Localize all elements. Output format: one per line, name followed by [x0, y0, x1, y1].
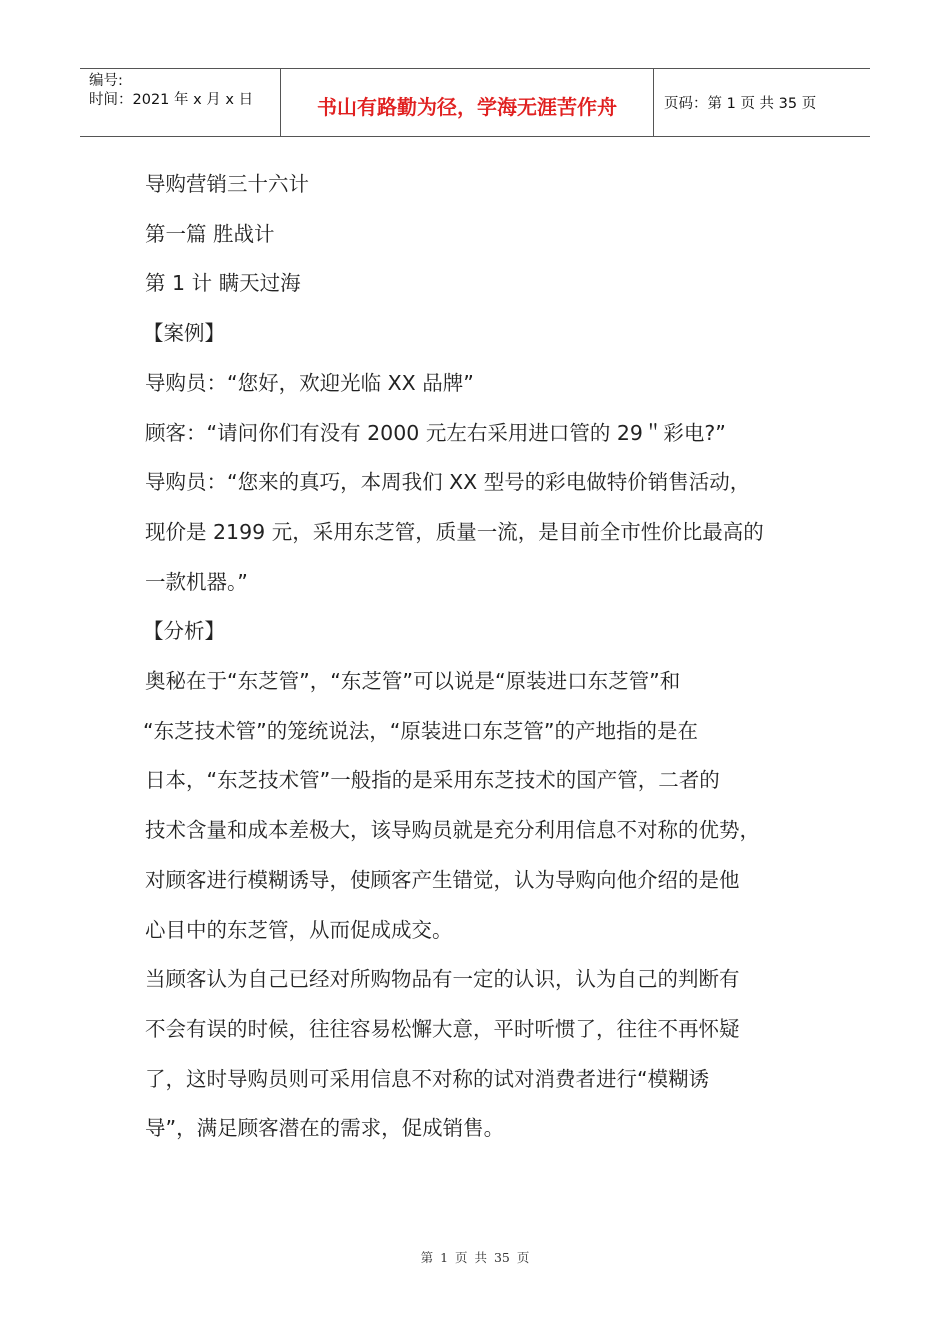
- header-page-info: 页码：第 1 页 共 35 页: [664, 96, 817, 112]
- body-text-line: 导购员：“您好，欢迎光临 XX 品牌”: [145, 370, 474, 395]
- document-date: 时间：2021 年 x 月 x 日: [89, 92, 254, 108]
- body-text-line: 导购员：“您来的真巧，本周我们 XX 型号的彩电做特价销售活动，: [145, 470, 751, 495]
- body-text-line: 对顾客进行模糊诱导，使顾客产生错觉，认为导购向他介绍的是他: [145, 867, 740, 892]
- body-text-line: 技术含量和成本差极大，该导购员就是充分利用信息不对称的优势，: [145, 818, 760, 843]
- body-text-line: 当顾客认为自己已经对所购物品有一定的认识，认为自己的判断有: [145, 967, 740, 992]
- body-text-line: 不会有误的时候，往往容易松懈大意，平时听惯了，往往不再怀疑: [145, 1016, 740, 1041]
- body-text-line: 心目中的东芝管，从而促成成交。: [145, 917, 453, 942]
- body-text-line: 了，这时导购员则可采用信息不对称的试对消费者进行“模糊诱: [145, 1066, 710, 1091]
- body-text-line: 日本，“东芝技术管”一般指的是采用东芝技术的国产管，二者的: [145, 768, 720, 793]
- page-footer: 第 1 页 共 35 页: [420, 1250, 530, 1265]
- body-text-line: 顾客：“请问你们有没有 2000 元左右采用进口管的 29＂彩电?”: [145, 420, 726, 445]
- body-text-line: 现价是 2199 元，采用东芝管，质量一流，是目前全市性价比最高的: [145, 519, 764, 544]
- body-text-line: “东芝技术管”的笼统说法，“原装进口东芝管”的产地指的是在: [143, 718, 698, 743]
- header-motto: 书山有路勤为径，学海无涯苦作舟: [281, 69, 654, 136]
- body-text-line: 奥秘在于“东芝管”，“东芝管”可以说是“原装进口东芝管”和: [145, 669, 681, 693]
- body-text-line: 第 1 计 瞒天过海: [145, 271, 301, 296]
- body-text-line: 第一篇 胜战计: [145, 221, 275, 246]
- body-text-line: 导购营销三十六计: [145, 172, 309, 196]
- body-text-line: 一款机器。”: [145, 569, 248, 594]
- page-header: [80, 68, 870, 137]
- header-meta: [80, 69, 281, 136]
- document-number: 编号:: [89, 73, 123, 89]
- body-text-line: 导”，满足顾客潜在的需求，促成销售。: [145, 1116, 505, 1141]
- body-text-line: 【分析】: [143, 619, 225, 644]
- body-text-line: 【案例】: [143, 321, 225, 346]
